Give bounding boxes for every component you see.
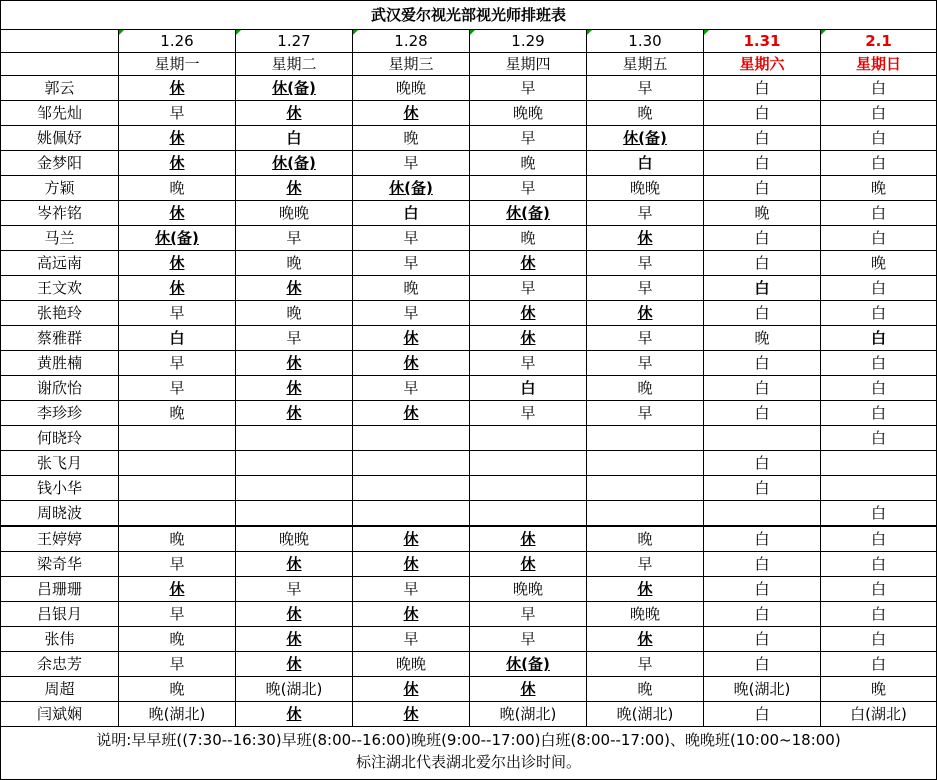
shift-cell: 白 [821, 101, 937, 126]
shift-cell: 白 [704, 702, 821, 727]
shift-cell: 白 [704, 101, 821, 126]
staff-name: 高远南 [1, 251, 119, 276]
shift-cell: 白 [704, 627, 821, 652]
shift-cell: 休(备) [587, 126, 704, 151]
shift-cell: 休 [236, 376, 353, 401]
staff-name: 蔡雅群 [1, 326, 119, 351]
staff-row [1, 101, 937, 126]
shift-cell: 早 [119, 652, 236, 677]
staff-row [1, 176, 937, 201]
shift-cell: 晚晚 [470, 577, 587, 602]
shift-cell: 白 [704, 151, 821, 176]
legend-line: 标注湖北代表湖北爱尔出诊时间。 [356, 753, 582, 771]
shift-cell: 休 [236, 351, 353, 376]
shift-cell: 早 [470, 76, 587, 101]
date-header: 1.29 [470, 30, 587, 53]
shift-cell: 白 [821, 76, 937, 101]
shift-cell: 休(备) [470, 652, 587, 677]
staff-name: 邹先灿 [1, 101, 119, 126]
staff-name: 黄胜楠 [1, 351, 119, 376]
shift-cell: 早 [470, 126, 587, 151]
date-header: 1.31 [704, 30, 821, 53]
weekday-header: 星期三 [353, 53, 470, 76]
staff-row [1, 76, 937, 101]
shift-cell: 休(备) [236, 76, 353, 101]
title-row [1, 1, 937, 30]
shift-cell: 早 [587, 201, 704, 226]
shift-cell: 白 [704, 226, 821, 251]
shift-cell: 休 [119, 151, 236, 176]
shift-cell [821, 451, 937, 476]
shift-cell: 晚(湖北) [587, 702, 704, 727]
shift-cell: 休 [587, 577, 704, 602]
shift-cell: 白 [821, 226, 937, 251]
staff-row [1, 426, 937, 451]
shift-cell [236, 501, 353, 527]
staff-row [1, 326, 937, 351]
shift-cell: 休 [353, 351, 470, 376]
staff-name: 马兰 [1, 226, 119, 251]
shift-cell: 休 [236, 702, 353, 727]
shift-cell: 早 [470, 176, 587, 201]
shift-cell: 早 [587, 276, 704, 301]
shift-cell: 早 [353, 301, 470, 326]
shift-cell: 晚(湖北) [119, 702, 236, 727]
shift-cell: 休 [353, 677, 470, 702]
staff-name: 谢欣怡 [1, 376, 119, 401]
shift-cell: 晚 [821, 251, 937, 276]
shift-cell: 休 [236, 627, 353, 652]
shift-cell: 白 [821, 126, 937, 151]
shift-cell: 白 [704, 552, 821, 577]
date-header: 1.30 [587, 30, 704, 53]
shift-cell: 休 [119, 76, 236, 101]
staff-row [1, 652, 937, 677]
shift-cell: 白 [821, 401, 937, 426]
staff-row [1, 526, 937, 552]
staff-name: 张伟 [1, 627, 119, 652]
shift-cell: 早 [353, 251, 470, 276]
shift-cell: 白 [821, 276, 937, 301]
shift-cell [236, 476, 353, 501]
shift-cell [470, 501, 587, 527]
shift-cell: 休(备) [236, 151, 353, 176]
shift-cell [470, 426, 587, 451]
shift-cell: 休 [353, 401, 470, 426]
shift-cell [821, 476, 937, 501]
staff-name: 吕珊珊 [1, 577, 119, 602]
shift-cell [236, 451, 353, 476]
shift-cell: 晚 [587, 526, 704, 552]
notes-row [1, 727, 937, 780]
staff-row [1, 577, 937, 602]
staff-name: 余忠芳 [1, 652, 119, 677]
shift-cell: 白 [353, 201, 470, 226]
shift-cell: 白 [821, 151, 937, 176]
shift-cell: 白 [821, 552, 937, 577]
shift-cell: 早 [587, 351, 704, 376]
shift-cell: 早 [119, 301, 236, 326]
shift-cell: 晚 [119, 401, 236, 426]
shift-cell: 白 [704, 476, 821, 501]
staff-row [1, 677, 937, 702]
staff-row [1, 401, 937, 426]
shift-cell: 白 [821, 501, 937, 527]
shift-cell: 早 [119, 376, 236, 401]
shift-cell: 晚 [587, 677, 704, 702]
staff-name: 钱小华 [1, 476, 119, 501]
shift-cell: 晚晚 [587, 602, 704, 627]
shift-cell: 晚 [587, 376, 704, 401]
shift-cell: 白 [587, 151, 704, 176]
shift-cell: 晚 [587, 101, 704, 126]
weekday-header: 星期日 [821, 53, 937, 76]
staff-row [1, 627, 937, 652]
staff-name: 梁奇华 [1, 552, 119, 577]
staff-name: 姚佩妤 [1, 126, 119, 151]
staff-name: 岑祚铭 [1, 201, 119, 226]
shift-cell: 晚 [353, 276, 470, 301]
shift-cell: 早 [587, 552, 704, 577]
staff-name: 李珍珍 [1, 401, 119, 426]
shift-cell: 休(备) [353, 176, 470, 201]
shift-cell: 晚(湖北) [704, 677, 821, 702]
shift-cell: 休(备) [119, 226, 236, 251]
shift-cell: 白 [704, 401, 821, 426]
shift-cell: 白 [821, 326, 937, 351]
shift-cell: 早 [353, 376, 470, 401]
shift-cell: 白 [704, 126, 821, 151]
shift-cell: 休 [353, 702, 470, 727]
shift-legend [1, 727, 937, 780]
page-title: 武汉爱尔视光部视光师排班表 [1, 1, 937, 30]
staff-row [1, 276, 937, 301]
shift-cell [704, 501, 821, 527]
shift-cell [353, 451, 470, 476]
staff-name: 张艳玲 [1, 301, 119, 326]
shift-cell: 早 [587, 251, 704, 276]
staff-row [1, 476, 937, 501]
staff-name: 何晓玲 [1, 426, 119, 451]
shift-cell: 早 [587, 326, 704, 351]
staff-name: 方颖 [1, 176, 119, 201]
shift-cell: 晚 [470, 151, 587, 176]
shift-cell: 早 [470, 401, 587, 426]
shift-cell [353, 476, 470, 501]
staff-row [1, 451, 937, 476]
date-header: 2.1 [821, 30, 937, 53]
staff-row [1, 501, 937, 527]
shift-cell: 白 [821, 376, 937, 401]
shift-cell: 早 [119, 552, 236, 577]
shift-cell [470, 451, 587, 476]
shift-cell: 早 [470, 351, 587, 376]
shift-cell: 晚 [119, 627, 236, 652]
shift-cell: 白 [704, 652, 821, 677]
shift-cell [587, 501, 704, 527]
shift-cell: 休 [236, 652, 353, 677]
shift-cell: 休 [353, 526, 470, 552]
staff-row [1, 702, 937, 727]
shift-cell: 白 [704, 526, 821, 552]
shift-cell [587, 476, 704, 501]
staff-row [1, 351, 937, 376]
shift-cell: 早 [587, 652, 704, 677]
weekday-header: 星期二 [236, 53, 353, 76]
shift-cell: 白 [704, 301, 821, 326]
shift-cell: 白 [119, 326, 236, 351]
shift-cell [119, 501, 236, 527]
staff-name: 金梦阳 [1, 151, 119, 176]
shift-cell: 白 [821, 351, 937, 376]
date-header: 1.27 [236, 30, 353, 53]
shift-cell: 白 [236, 126, 353, 151]
shift-cell: 晚晚 [470, 101, 587, 126]
shift-cell [119, 476, 236, 501]
staff-row [1, 552, 937, 577]
shift-cell: 晚(湖北) [470, 702, 587, 727]
shift-cell: 休 [353, 602, 470, 627]
staff-row [1, 151, 937, 176]
shift-cell: 晚 [470, 226, 587, 251]
shift-cell: 白 [704, 176, 821, 201]
staff-row [1, 126, 937, 151]
staff-row [1, 376, 937, 401]
shift-cell: 白 [821, 301, 937, 326]
corner-cell [1, 30, 119, 53]
weekday-header: 星期四 [470, 53, 587, 76]
shift-cell: 休 [119, 276, 236, 301]
shift-cell: 白(湖北) [821, 702, 937, 727]
staff-name: 张飞月 [1, 451, 119, 476]
staff-row [1, 226, 937, 251]
shift-cell: 白 [704, 276, 821, 301]
weekday-header: 星期五 [587, 53, 704, 76]
shift-cell: 白 [470, 376, 587, 401]
staff-name: 周超 [1, 677, 119, 702]
shift-cell: 晚晚 [587, 176, 704, 201]
shift-cell: 休 [236, 101, 353, 126]
shift-cell: 晚晚 [236, 526, 353, 552]
shift-cell: 早 [353, 226, 470, 251]
shift-cell: 白 [821, 526, 937, 552]
shift-cell: 休 [587, 301, 704, 326]
shift-cell [353, 426, 470, 451]
shift-cell: 白 [704, 602, 821, 627]
shift-cell: 白 [704, 76, 821, 101]
shift-cell: 晚 [704, 326, 821, 351]
shift-cell: 晚 [236, 251, 353, 276]
shift-cell: 白 [704, 451, 821, 476]
shift-cell: 休 [470, 677, 587, 702]
shift-cell: 早 [470, 602, 587, 627]
weekday-header: 星期六 [704, 53, 821, 76]
shift-cell: 休 [236, 552, 353, 577]
shift-cell [704, 426, 821, 451]
legend-line: 说明:早早班((7:30--16:30)早班(8:00--16:00)晚班(9:00--17:00)白班(8:00--17:00)、晚晚班(10:00~18:00) [96, 731, 841, 749]
shift-cell: 早 [236, 577, 353, 602]
shift-cell: 休 [470, 526, 587, 552]
staff-row [1, 602, 937, 627]
shift-cell: 晚 [821, 176, 937, 201]
shift-cell [119, 451, 236, 476]
shift-cell: 晚 [119, 526, 236, 552]
staff-name: 王婷婷 [1, 526, 119, 552]
shift-cell: 晚 [821, 677, 937, 702]
shift-cell: 晚 [236, 301, 353, 326]
shift-cell [119, 426, 236, 451]
shift-cell: 白 [704, 251, 821, 276]
shift-cell: 白 [821, 602, 937, 627]
shift-cell: 晚 [704, 201, 821, 226]
staff-name: 闫斌娴 [1, 702, 119, 727]
shift-cell: 早 [236, 326, 353, 351]
shift-cell: 早 [353, 577, 470, 602]
weekday-header: 星期一 [119, 53, 236, 76]
shift-cell: 早 [470, 627, 587, 652]
shift-cell: 休 [353, 326, 470, 351]
shift-cell: 白 [821, 201, 937, 226]
date-header: 1.28 [353, 30, 470, 53]
shift-cell: 白 [704, 351, 821, 376]
shift-cell: 休 [353, 552, 470, 577]
staff-name: 周晓波 [1, 501, 119, 527]
shift-cell: 白 [821, 627, 937, 652]
shift-cell: 休 [119, 126, 236, 151]
shift-cell: 白 [704, 376, 821, 401]
shift-cell: 白 [821, 652, 937, 677]
weekday-row [1, 53, 937, 76]
shift-cell [236, 426, 353, 451]
shift-cell: 休 [236, 176, 353, 201]
staff-name: 郭云 [1, 76, 119, 101]
staff-name: 王文欢 [1, 276, 119, 301]
shift-cell: 晚晚 [353, 652, 470, 677]
shift-cell: 晚晚 [236, 201, 353, 226]
date-row [1, 30, 937, 53]
shift-cell [470, 476, 587, 501]
corner-cell [1, 53, 119, 76]
shift-cell: 早 [236, 226, 353, 251]
shift-cell: 休 [470, 326, 587, 351]
shift-cell: 早 [353, 627, 470, 652]
staff-name: 吕银月 [1, 602, 119, 627]
shift-cell: 早 [119, 602, 236, 627]
shift-cell [587, 426, 704, 451]
shift-cell: 早 [119, 351, 236, 376]
shift-cell: 休 [587, 226, 704, 251]
shift-cell: 休 [587, 627, 704, 652]
shift-cell: 休 [119, 201, 236, 226]
staff-row [1, 201, 937, 226]
shift-cell: 休 [119, 577, 236, 602]
shift-cell: 休 [236, 276, 353, 301]
shift-cell: 休 [470, 301, 587, 326]
shift-cell [353, 501, 470, 527]
shift-cell: 晚 [353, 126, 470, 151]
shift-cell [587, 451, 704, 476]
shift-cell: 晚(湖北) [236, 677, 353, 702]
shift-cell: 休 [236, 602, 353, 627]
shift-cell: 早 [353, 151, 470, 176]
shift-cell: 晚 [119, 677, 236, 702]
shift-cell: 休 [470, 552, 587, 577]
shift-cell: 休 [119, 251, 236, 276]
shift-cell: 早 [587, 76, 704, 101]
shift-cell: 晚晚 [353, 76, 470, 101]
shift-cell: 早 [470, 276, 587, 301]
shift-cell: 休 [353, 101, 470, 126]
shift-cell: 早 [587, 401, 704, 426]
shift-cell: 白 [704, 577, 821, 602]
shift-cell: 白 [821, 426, 937, 451]
shift-cell: 休 [470, 251, 587, 276]
staff-row [1, 301, 937, 326]
shift-cell: 休 [236, 401, 353, 426]
date-header: 1.26 [119, 30, 236, 53]
staff-row [1, 251, 937, 276]
shift-cell: 早 [119, 101, 236, 126]
shift-cell: 晚 [119, 176, 236, 201]
shift-cell: 休(备) [470, 201, 587, 226]
shift-cell: 白 [821, 577, 937, 602]
